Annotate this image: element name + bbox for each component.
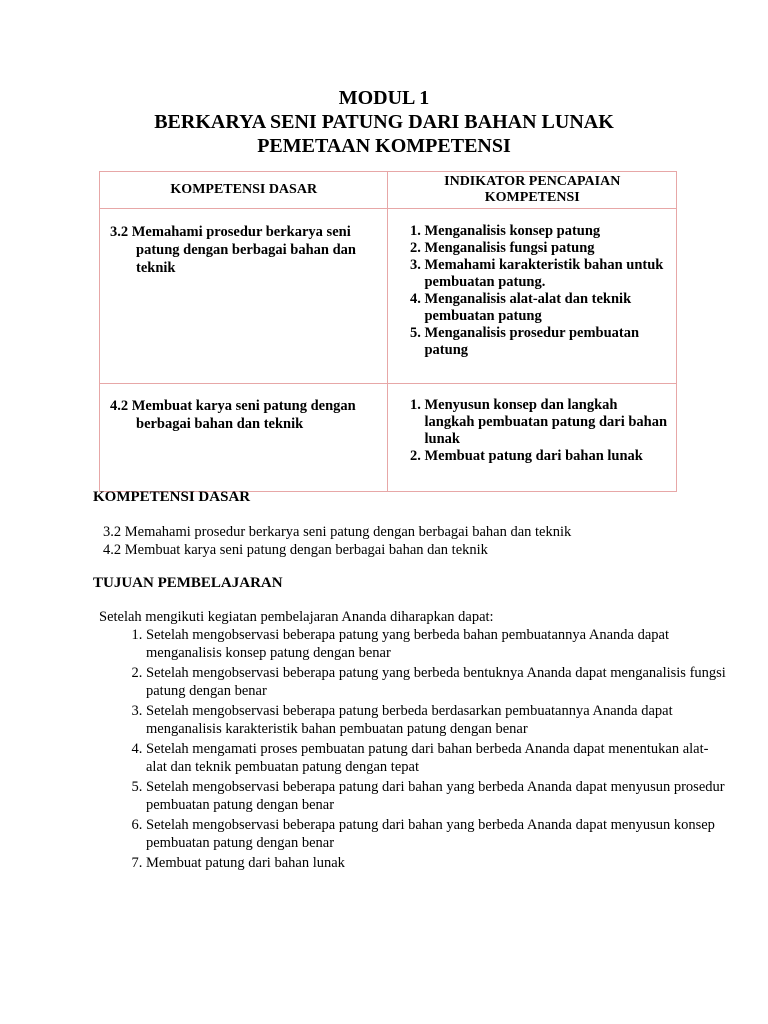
indicator-item: 4. Menganalisis alat-alat dan teknik pembuatan patung — [424, 291, 670, 325]
list-item: 2. Setelah mengobservasi beberapa patung yang berbeda bentuknya Ananda dapat menganalisis fungsi patung dengan benar — [146, 664, 726, 700]
competency-mapping-table — [99, 171, 677, 492]
list-item: 4. Setelah mengamati proses pembuatan patung dari bahan berbeda Ananda dapat menentukan alat-alat dan teknik pembuatan patung dengan tepat — [146, 740, 726, 776]
list-item: 7. Membuat patung dari bahan lunak — [146, 854, 726, 872]
table-row — [100, 209, 677, 384]
list-item: 3. Setelah mengobservasi beberapa patung berbeda berdasarkan pembuatannya Ananda dapat menganalisis karakteristik bahan pembuatan patung dengan benar — [146, 702, 726, 738]
header-indikator-line1: INDIKATOR PENCAPAIAN — [444, 174, 621, 189]
indicator-cell — [388, 384, 677, 492]
tujuan-list — [99, 626, 726, 874]
header-indikator — [388, 172, 677, 209]
document-title — [0, 86, 768, 158]
kd-text: 3.2 Memahami prosedur berkarya seni patung dengan berbagai bahan dan teknik — [110, 224, 356, 276]
kompetensi-dasar-heading: KOMPETENSI DASAR — [93, 489, 251, 505]
indicator-item: 3. Memahami karakteristik bahan untuk pembuatan patung. — [424, 257, 670, 291]
table-header-row — [100, 172, 677, 209]
indicator-list — [402, 397, 670, 465]
indicator-item: 2. Menganalisis fungsi patung — [424, 240, 670, 257]
indicator-list — [402, 223, 670, 359]
indicator-item: 2. Membuat patung dari bahan lunak — [424, 448, 670, 465]
indicator-cell — [388, 209, 677, 384]
indicator-item: 5. Menganalisis prosedur pembuatan patung — [424, 325, 670, 359]
title-main: BERKARYA SENI PATUNG DARI BAHAN LUNAK — [154, 111, 614, 133]
list-item: 6. Setelah mengobservasi beberapa patung dari bahan yang berbeda Ananda dapat menyusun konsep pembuatan patung dengan benar — [146, 816, 726, 852]
header-kompetensi-dasar: KOMPETENSI DASAR — [100, 172, 388, 209]
table-row — [100, 384, 677, 492]
indicator-item: 1. Menganalisis konsep patung — [424, 223, 670, 240]
header-indikator-line2: KOMPETENSI — [484, 190, 580, 205]
kd-item: 3.2 Memahami prosedur berkarya seni patung dengan berbagai bahan dan teknik — [103, 524, 572, 540]
kd-item: 4.2 Membuat karya seni patung dengan berbagai bahan dan teknik — [103, 542, 488, 558]
indicator-item: 1. Menyusun konsep dan langkah langkah pembuatan patung dari bahan lunak — [424, 397, 670, 448]
list-item: 5. Setelah mengobservasi beberapa patung dari bahan yang berbeda Ananda dapat menyusun prosedur pembuatan patung dengan benar — [146, 778, 726, 814]
tujuan-heading: TUJUAN PEMBELAJARAN — [93, 575, 283, 591]
tujuan-intro: Setelah mengikuti kegiatan pembelajaran Ananda diharapkan dapat: — [99, 609, 494, 625]
title-modul: MODUL 1 — [338, 87, 430, 109]
kd-cell — [100, 384, 388, 492]
title-pemetaan: PEMETAAN KOMPETENSI — [257, 135, 511, 157]
kd-cell — [100, 209, 388, 384]
list-item: 1. Setelah mengobservasi beberapa patung yang berbeda bahan pembuatannya Ananda dapat menganalisis konsep patung dengan benar — [146, 626, 726, 662]
kd-text: 4.2 Membuat karya seni patung dengan berbagai bahan dan teknik — [110, 398, 356, 432]
